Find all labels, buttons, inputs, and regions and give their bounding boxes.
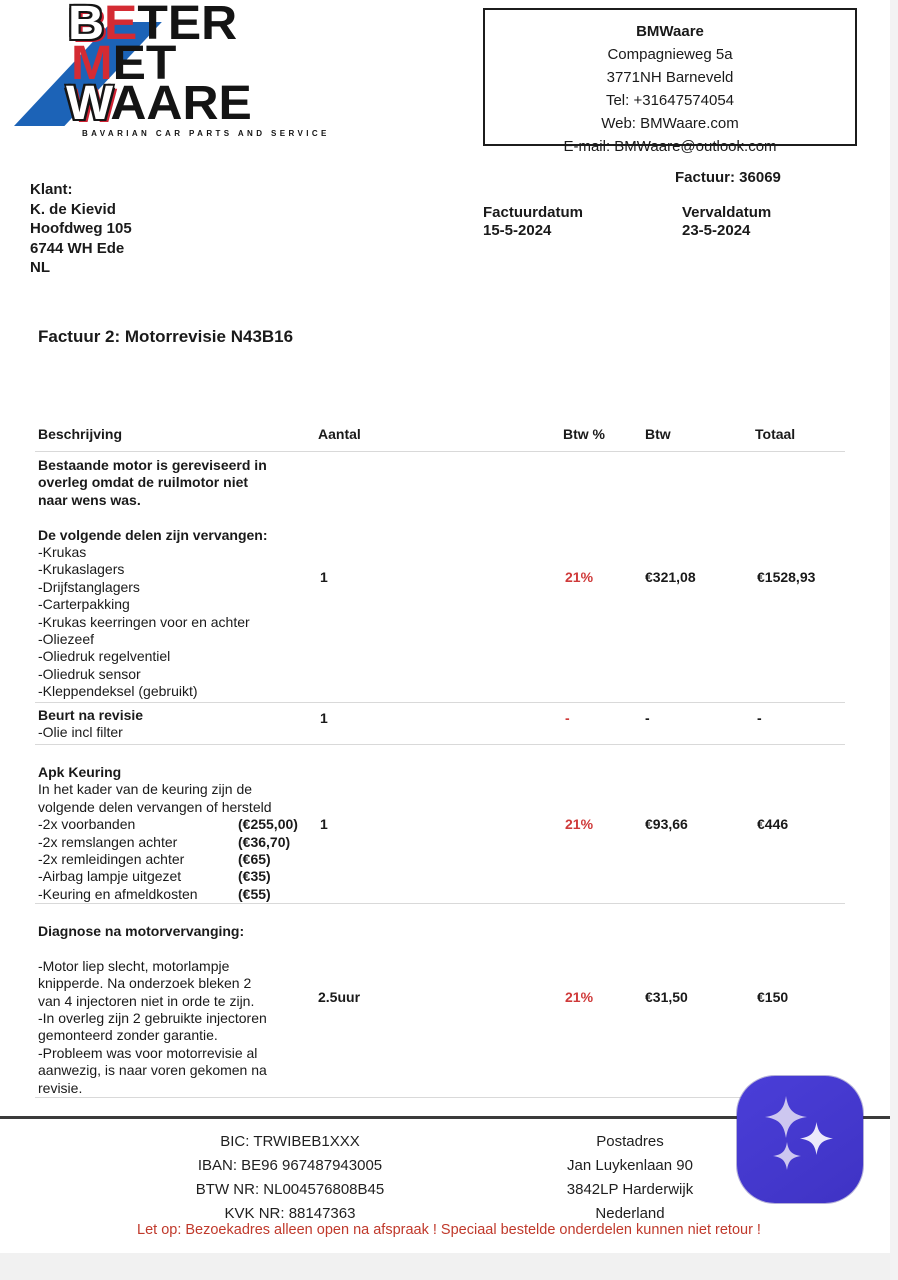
footer-kvk: KVK NR: 88147363 — [224, 1205, 356, 1222]
customer-name: K. de Kievid — [30, 200, 116, 218]
row-description — [38, 457, 338, 701]
description-line: Beurt na revisie — [38, 707, 144, 723]
company-web: Web: BMWaare.com — [601, 115, 739, 132]
description-line: In het kader van de keuring zijn de — [38, 781, 253, 798]
description-line: -Krukas keerringen voor en achter — [38, 613, 250, 630]
row-divider — [35, 744, 845, 745]
customer-block — [30, 180, 132, 278]
due-date-value: 23-5-2024 — [682, 222, 751, 239]
invoice-date-value: 15-5-2024 — [483, 222, 552, 239]
row-vat-pct: 21% — [565, 989, 594, 1005]
row-total: €446 — [757, 816, 789, 832]
description-line: -2x voorbanden (€255,00) — [38, 816, 298, 833]
description-line: gemonteerd zonder garantie. — [38, 1027, 218, 1044]
row-description — [38, 764, 338, 903]
logo-letter: M — [71, 37, 113, 90]
row-vat: €321,08 — [645, 569, 696, 585]
description-line: -Krukaslagers — [38, 561, 125, 578]
description-line: -Probleem was voor motorrevisie al — [38, 1044, 258, 1061]
description-line: -2x remslangen achter (€36,70) — [38, 833, 291, 850]
description-line: aanwezig, is naar voren gekomen na — [38, 1062, 267, 1079]
description-line: -Carterpakking — [38, 596, 130, 613]
row-divider — [35, 1097, 845, 1098]
logo-letter: ET — [112, 37, 177, 90]
row-vat-pct: 21% — [565, 569, 594, 585]
row-vat: €31,50 — [645, 989, 688, 1005]
customer-label: Klant: — [30, 181, 73, 198]
logo-letter: TER — [137, 0, 238, 50]
footer-postal-street: Jan Luykenlaan 90 — [567, 1157, 693, 1174]
sparkle-small-icon — [773, 1142, 801, 1170]
logo-letter: E — [104, 0, 138, 50]
footer-postal-block — [480, 1130, 780, 1226]
row-quantity: 2.5uur — [318, 989, 361, 1005]
description-line: De volgende delen zijn vervangen: — [38, 526, 268, 543]
description-line: Apk Keuring — [38, 764, 122, 780]
logo-tagline: BAVARIAN CAR PARTS AND SERVICE — [82, 129, 330, 138]
due-date-label: Vervaldatum — [682, 204, 772, 221]
description-line: -Oliedruk regelventiel — [38, 648, 171, 665]
description-line: -Olie incl filter — [38, 724, 123, 741]
row-quantity: 1 — [320, 816, 328, 832]
logo-word-waare — [66, 77, 252, 130]
company-logo — [12, 0, 342, 144]
row-total: - — [757, 710, 762, 726]
description-line: -Oliedruk sensor — [38, 665, 141, 682]
footer-postal-city: 3842LP Harderwijk — [566, 1181, 694, 1198]
col-header-vat: Btw — [645, 426, 671, 442]
col-header-total: Totaal — [755, 426, 796, 442]
description-line — [38, 509, 338, 526]
customer-country: NL — [30, 259, 50, 276]
warning-notice: Let op: Bezoekadres alleen open na afspraak ! Speciaal bestelde onderdelen kunnen niet retour ! — [137, 1222, 761, 1238]
description-line: -Keuring en afmeldkosten (€55) — [38, 885, 271, 902]
invoice-title: Factuur 2: Motorrevisie N43B16 — [38, 327, 294, 346]
description-line: -Oliezeef — [38, 631, 95, 648]
row-quantity: 1 — [320, 569, 328, 585]
row-vat: €93,66 — [645, 816, 688, 832]
description-line: Diagnose na motorvervanging: — [38, 923, 245, 939]
description-line — [38, 940, 338, 957]
description-line: overleg omdat de ruilmotor niet — [38, 474, 249, 491]
logo-letter: W — [66, 77, 111, 130]
customer-street: Hoofdweg 105 — [30, 220, 132, 237]
company-address-line: Compagnieweg 5a — [607, 46, 733, 63]
sparkles-icon[interactable] — [737, 1076, 863, 1203]
company-email: E-mail: BMWaare@outlook.com — [563, 138, 777, 155]
col-header-quantity: Aantal — [318, 426, 361, 442]
description-line: Bestaande motor is gereviseerd in — [38, 457, 267, 473]
row-divider — [35, 451, 845, 452]
footer-btw: BTW NR: NL004576808B45 — [195, 1181, 385, 1198]
company-info-box — [483, 8, 857, 155]
description-line: naar wens was. — [38, 491, 141, 508]
description-line: -Drijfstanglagers — [38, 578, 140, 595]
bottom-band — [0, 1253, 898, 1280]
line-price: (€55) — [238, 885, 271, 902]
logo-letter: AARE — [110, 77, 252, 130]
description-line: knipperde. Na onderzoek bleken 2 — [38, 975, 252, 992]
footer-iban: IBAN: BE96 967487943005 — [197, 1157, 383, 1174]
customer-city: 6744 WH Ede — [30, 239, 125, 257]
description-line: volgende delen vervangen of hersteld — [38, 798, 272, 815]
description-line: -Kleppendeksel (gebruikt) — [38, 683, 198, 700]
invoice-date-label: Factuurdatum — [483, 204, 584, 221]
invoice-number: Factuur: 36069 — [675, 169, 781, 186]
footer-postal-label: Postadres — [596, 1133, 664, 1150]
footer-bic: BIC: TRWIBEB1XXX — [220, 1133, 360, 1150]
row-divider — [35, 702, 845, 703]
footer-bank-block — [110, 1130, 470, 1226]
line-price: (€36,70) — [238, 833, 291, 850]
description-line: -In overleg zijn 2 gebruikte injectoren — [38, 1010, 267, 1027]
description-line: -Krukas — [38, 544, 87, 561]
row-total: €150 — [757, 989, 789, 1005]
description-line: -Airbag lampje uitgezet (€35) — [38, 868, 271, 885]
description-line: van 4 injectoren niet in orde te zijn. — [38, 992, 255, 1009]
row-total: €1528,93 — [757, 569, 816, 585]
company-address-line: 3771NH Barneveld — [606, 69, 734, 86]
footer-postal-country: Nederland — [595, 1205, 665, 1222]
company-phone: Tel: +31647574054 — [605, 92, 735, 109]
description-line: -Motor liep slecht, motorlampje — [38, 957, 230, 974]
right-edge-strip — [890, 0, 898, 1280]
line-price: (€255,00) — [238, 816, 298, 833]
company-name: BMWaare — [636, 23, 704, 40]
row-description — [38, 923, 338, 1097]
col-header-vat-pct: Btw % — [563, 426, 605, 442]
col-header-description: Beschrijving — [38, 426, 123, 442]
row-quantity: 1 — [320, 710, 328, 726]
row-vat-pct: 21% — [565, 816, 594, 832]
row-description — [38, 707, 338, 742]
description-line: -2x remleidingen achter (€65) — [38, 851, 271, 868]
row-vat-pct: - — [565, 710, 570, 726]
description-line: revisie. — [38, 1079, 83, 1096]
line-price: (€65) — [238, 851, 271, 868]
sparkle-medium-icon — [800, 1122, 833, 1155]
line-price: (€35) — [238, 868, 271, 885]
logo-letter: B — [68, 0, 105, 50]
row-vat: - — [645, 710, 650, 726]
